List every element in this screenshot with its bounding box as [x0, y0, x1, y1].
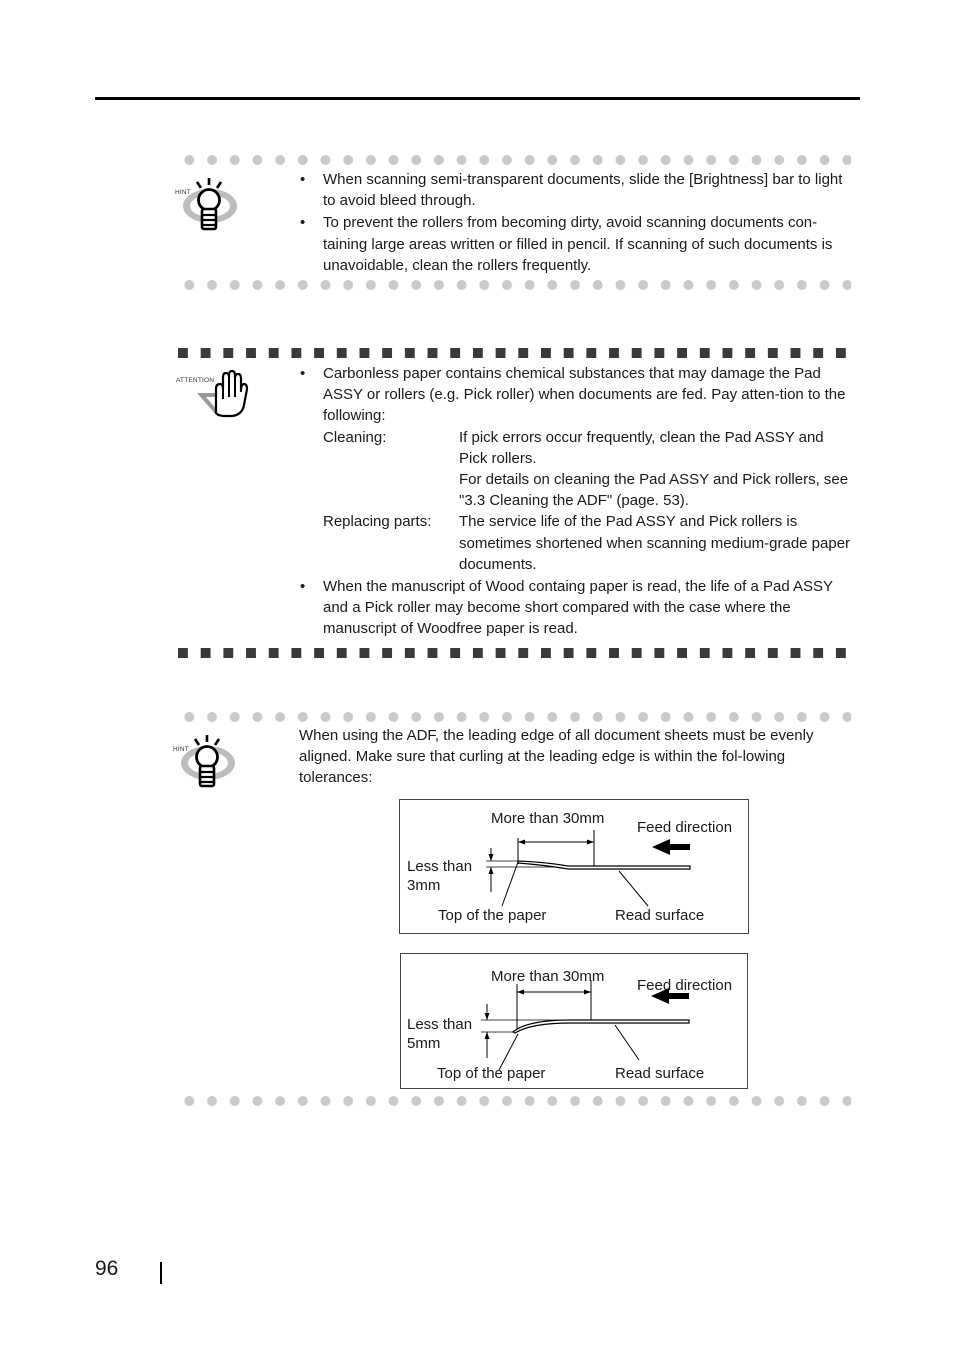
top-rule	[95, 97, 860, 100]
hint2-lightbulb-icon	[176, 733, 238, 794]
attention-item-1	[299, 363, 854, 575]
hint-icon-label: HINT	[175, 189, 191, 196]
fig2-feed-direction-label: Feed direction	[637, 977, 733, 994]
curl-figure-3mm	[399, 799, 749, 934]
attention-body	[299, 363, 854, 640]
fig1-less-value: 3mm	[407, 877, 441, 894]
hint-lightbulb-icon	[178, 176, 240, 237]
fig2-read-surface-label: Read surface	[615, 1065, 705, 1082]
def-desc-cleaning-line1: If pick errors occur frequently, clean the Pad ASSY and Pick rollers.	[459, 428, 824, 467]
hint2-text: When using the ADF, the leading edge of all document sheets must be evenly aligned. Make sure that curling at the leading edge is within the fol-lowing tolerances:	[299, 727, 814, 787]
hint1-item-2: • To prevent the rollers from becoming dirty, avoid scanning documents con-taining large areas written or filled in pencil. If scanning of such documents is unavoidable, clean the rollers frequently.	[299, 212, 854, 276]
def-desc-replacing: The service life of the Pad ASSY and Pick rollers is sometimes shortened when scanning medium-grade paper documents.	[459, 513, 851, 573]
def-desc-cleaning	[459, 427, 854, 512]
def-term-replacing: Replacing parts:	[323, 513, 432, 531]
attention-border-top	[178, 348, 851, 358]
fig1-top-of-paper-label: Top of the paper	[438, 907, 547, 924]
hint2-border-bottom	[178, 1096, 851, 1106]
attention-icon-label: ATTENTION	[176, 377, 215, 384]
hint1-item-1: • When scanning semi-transparent documents, slide the [Brightness] bar to light to avoid bleed through.	[299, 169, 854, 211]
hint1-body	[299, 169, 854, 276]
fig1-read-surface-label: Read surface	[615, 907, 705, 924]
hint-border-bottom	[178, 280, 851, 290]
attention-border-bottom	[178, 648, 851, 658]
fig1-less-than-label: Less than	[407, 858, 473, 875]
page-number-divider	[160, 1262, 162, 1284]
page-number: 96	[95, 1257, 119, 1280]
fig2-top-of-paper-label: Top of the paper	[437, 1065, 546, 1082]
hint2-icon-label: HINT	[173, 746, 189, 753]
def-desc-cleaning-line2: For details on cleaning the Pad ASSY and Pick rollers, see "3.3 Cleaning the ADF" (page. 53).	[459, 471, 849, 510]
fig2-less-value: 5mm	[407, 1035, 441, 1052]
fig2-less-than-label: Less than	[407, 1016, 473, 1033]
fig1-feed-direction-label: Feed direction	[637, 819, 733, 836]
hint-border-top	[178, 155, 851, 165]
def-term-cleaning: Cleaning:	[323, 428, 387, 446]
curl-figure-5mm	[400, 953, 748, 1089]
attention-item-2: • When the manuscript of Wood containg paper is read, the life of a Pad ASSY and a Pick roller may become short compared with the case where the manuscript of Woodfree paper is read.	[299, 576, 854, 640]
hint2-border-top	[178, 712, 851, 722]
fig2-more-than-label: More than 30mm	[491, 968, 605, 985]
attention-definitions	[323, 427, 854, 575]
attention-item-1-text: • Carbonless paper contains chemical substances that may damage the Pad ASSY or rollers (e.g. Pick roller) when documents are fed. Pay atten-tion to the following:	[323, 365, 846, 425]
fig1-more-than-label: More than 30mm	[491, 810, 605, 827]
